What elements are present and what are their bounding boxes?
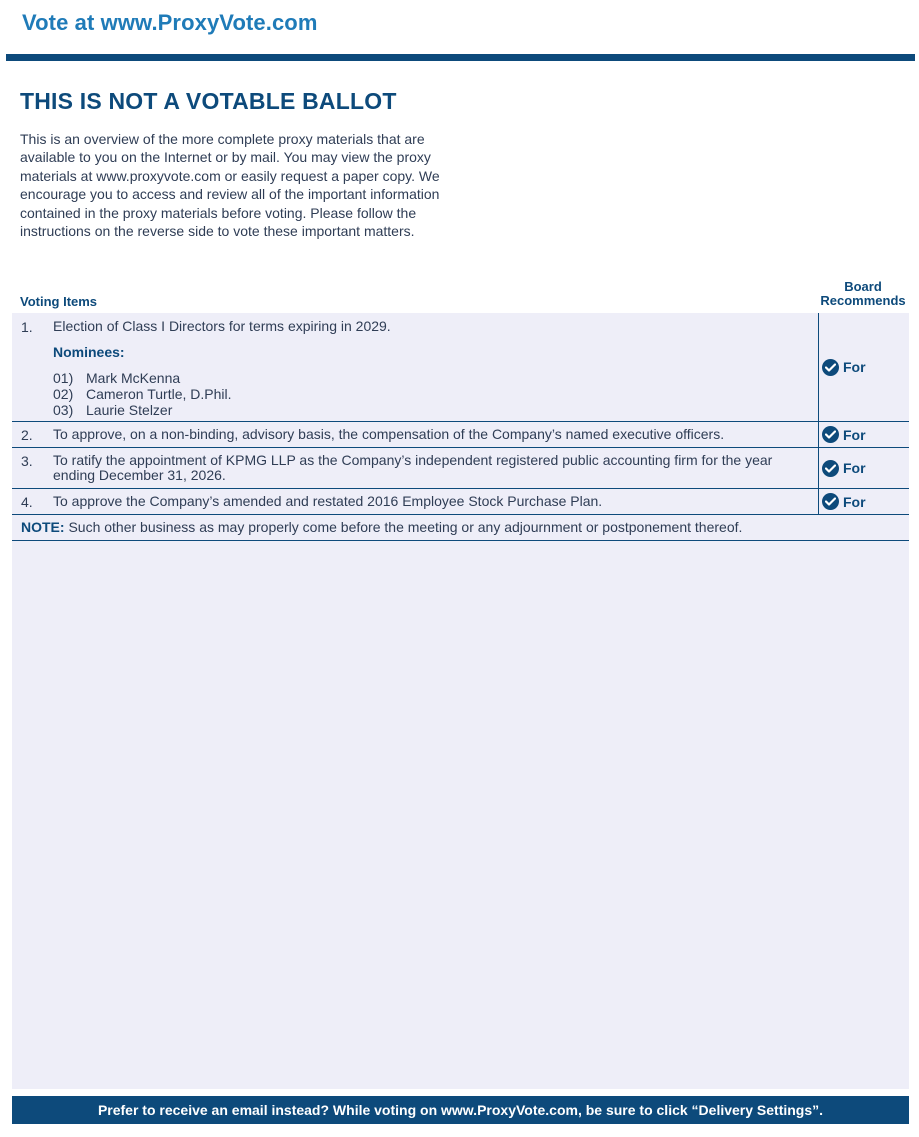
nominee-item	[53, 370, 180, 386]
proxyvote-link[interactable]: Vote at www.ProxyVote.com	[22, 10, 318, 35]
voting-item-3	[12, 448, 909, 489]
intro-paragraph: This is an overview of the more complete proxy materials that are available to you on the Internet or by mail. You may view the proxy materials at www.proxyvote.com or easily request a paper copy. We encourage you to access and review all of the important information contained in the proxy materials before voting. Please follow the instructions on the reverse side to vote these important matters.	[20, 131, 440, 240]
board-recommendation	[818, 422, 909, 447]
board-header-line1: Board	[844, 279, 882, 294]
recommendation-label: For	[843, 493, 866, 510]
voting-items-header: Voting Items	[20, 294, 98, 309]
board-recommends-header	[816, 280, 910, 308]
nominee-name: Laurie Stelzer	[86, 402, 173, 418]
item-text: To approve, on a non-binding, advisory basis, the compensation of the Company’s named executive officers.	[53, 426, 725, 442]
note-text	[21, 519, 742, 535]
recommendation-label: For	[843, 359, 866, 375]
item-number: 2.	[21, 427, 33, 443]
nominee-number: 02)	[53, 386, 74, 402]
note-label: NOTE:	[21, 519, 65, 535]
voting-item-2	[12, 422, 909, 448]
board-recommendation	[818, 489, 909, 514]
recommendation-label: For	[843, 460, 866, 476]
nominee-name: Cameron Turtle, D.Phil.	[86, 386, 232, 402]
note-body: Such other business as may properly come before the meeting or any adjournment or postponement thereof.	[64, 519, 743, 535]
item-text: To ratify the appointment of KPMG LLP as the Company’s independent registered public accounting firm for the year ending December 31, 2026.	[53, 452, 773, 483]
item-text: Election of Class I Directors for terms expiring in 2029.	[53, 318, 391, 334]
voting-item-1	[12, 313, 909, 422]
item-number: 4.	[21, 494, 33, 510]
delivery-settings-banner	[12, 1096, 909, 1124]
header-rule	[6, 54, 915, 61]
check-circle-icon	[822, 460, 839, 477]
voting-item-4	[12, 489, 909, 515]
check-circle-icon	[822, 426, 839, 443]
check-circle-icon	[822, 493, 839, 510]
board-recommendation	[818, 313, 909, 421]
nominee-item	[53, 386, 232, 402]
board-recommendation	[818, 448, 909, 488]
nominees-label: Nominees:	[53, 344, 125, 360]
nominee-number: 01)	[53, 370, 74, 386]
check-circle-icon	[822, 359, 839, 376]
nominee-name: Mark McKenna	[86, 370, 181, 386]
page-title: THIS IS NOT A VOTABLE BALLOT	[20, 88, 397, 114]
note-row	[12, 515, 909, 541]
item-number: 1.	[21, 319, 33, 335]
footer-text: Prefer to receive an email instead? While voting on www.ProxyVote.com, be sure to click “Delivery Settings”.	[97, 1102, 824, 1118]
nominee-item	[53, 402, 172, 418]
nominee-number: 03)	[53, 402, 74, 418]
item-number: 3.	[21, 453, 33, 469]
recommendation-label: For	[843, 426, 866, 443]
item-text: To approve the Company’s amended and restated 2016 Employee Stock Purchase Plan.	[53, 493, 603, 509]
board-header-line2: Recommends	[820, 293, 906, 308]
